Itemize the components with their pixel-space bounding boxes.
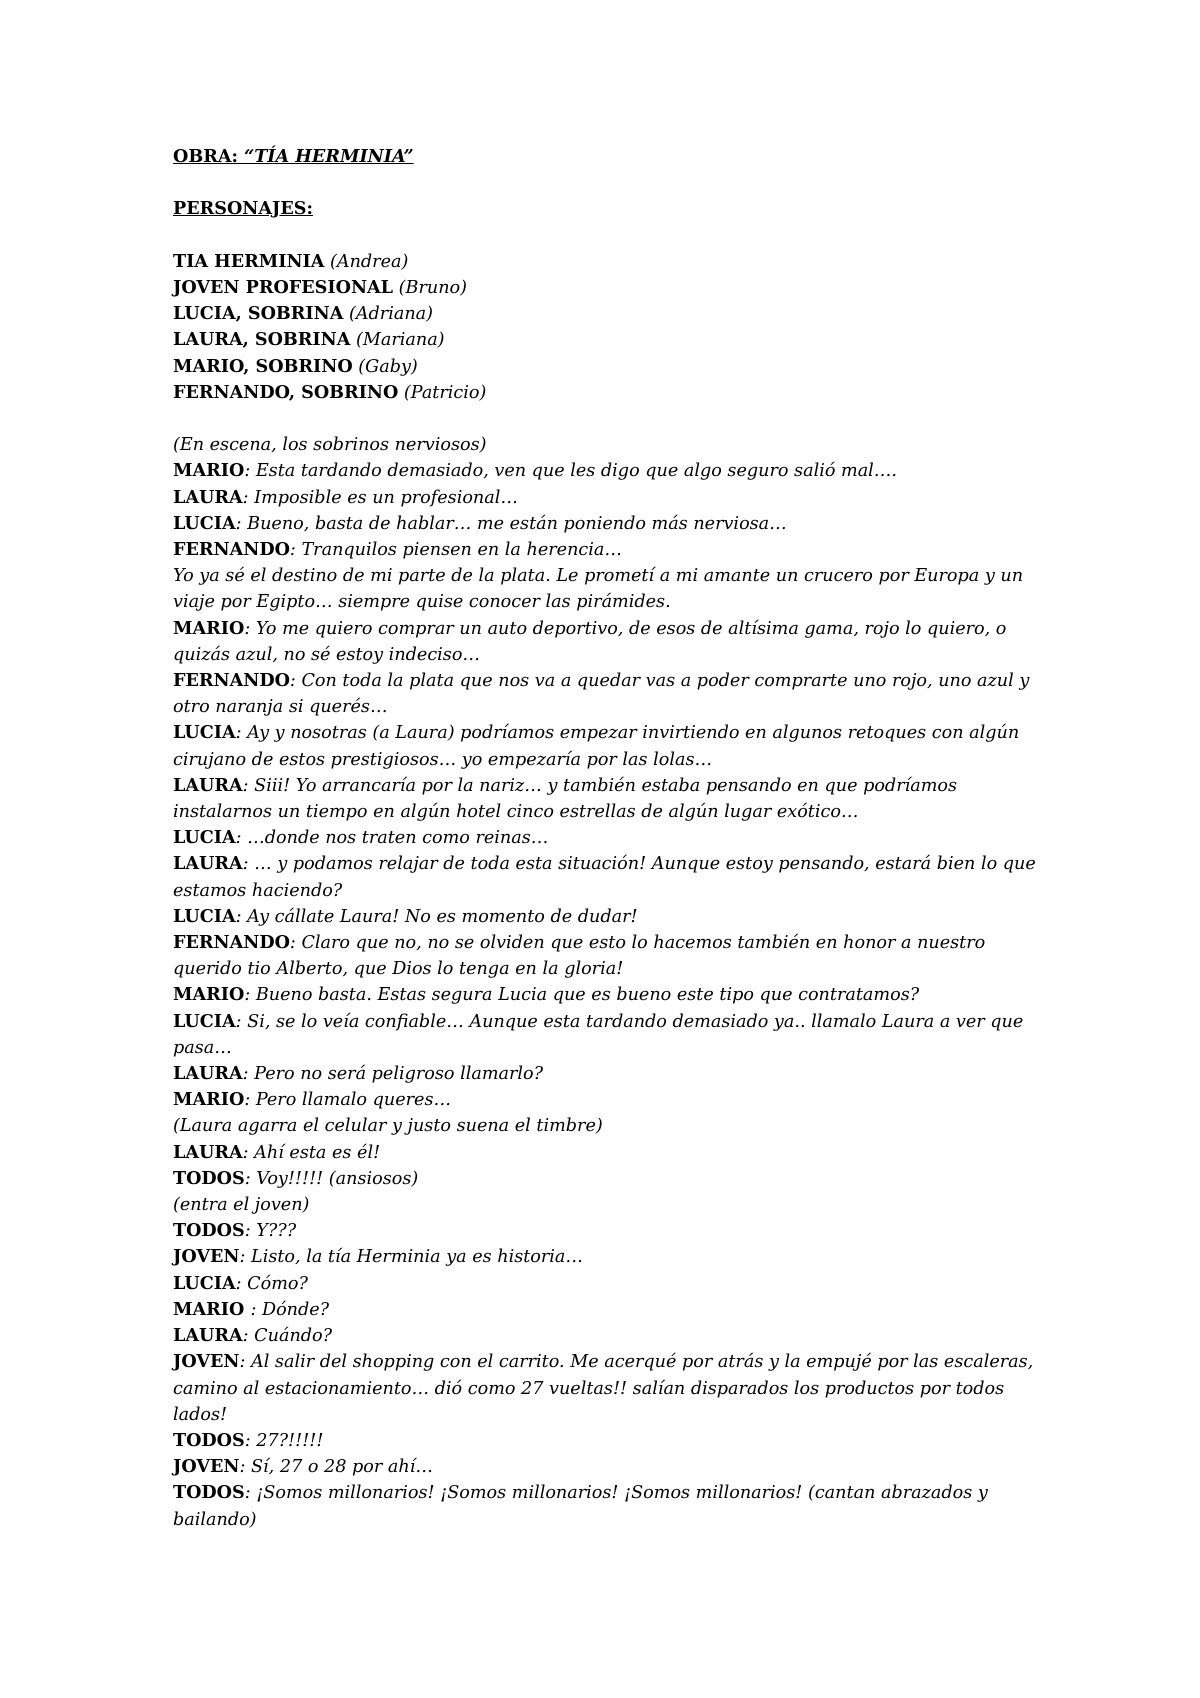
spacer (173, 170, 1053, 196)
characters-heading: PERSONAJES: (173, 198, 313, 220)
character-actor: (Mariana) (350, 330, 445, 351)
stage-direction (173, 1113, 1053, 1139)
dialogue-line (173, 982, 1053, 1008)
spacer (173, 406, 1053, 432)
character-actor: (Gaby) (352, 356, 418, 377)
speech-text: : Pero llamalo queres… (244, 1090, 452, 1111)
speaker-name: FERNANDO (173, 932, 290, 954)
dialogue-line (173, 1166, 1053, 1192)
speaker-name: LUCIA (173, 905, 236, 927)
stage-direction (173, 432, 1053, 458)
title-prefix: OBRA: (173, 146, 245, 167)
speaker-name: JOVEN (173, 1351, 240, 1373)
spacer (173, 223, 1053, 249)
direction-text: Yo ya sé el destino de mi parte de la plata. Le prometí a mi amante un crucero por Europa y un viaje por Egipto… siempre quise conocer las pirámides. (173, 566, 1024, 613)
speaker-name: MARIO (173, 1089, 245, 1111)
speech-text: : Bueno, basta de hablar… me están poniendo más nerviosa… (235, 513, 787, 534)
speech-text: : 27?!!!!! (244, 1430, 324, 1451)
speech-text: : Claro que no, no se olviden que esto lo hacemos también en honor a nuestro querido tio Alberto, que Dios lo tenga en la gloria! (173, 933, 986, 980)
speech-text: : …donde nos traten como reinas… (235, 828, 549, 849)
play-title (173, 144, 1053, 170)
dialogue-line (173, 930, 1053, 982)
script-body (173, 144, 1053, 1533)
dialogue-line (173, 773, 1053, 825)
character-actor: (Adriana) (343, 304, 434, 325)
character-entry (173, 301, 1053, 327)
speech-text: : Bueno basta. Estas segura Lucia que es bueno este tipo que contratamos? (244, 985, 920, 1006)
stage-direction (173, 563, 1053, 615)
speaker-name: LUCIA (173, 827, 236, 849)
dialogue-line (173, 616, 1053, 668)
speaker-name: LAURA (173, 853, 243, 875)
direction-text: (En escena, los sobrinos nerviosos) (173, 435, 487, 456)
character-role: JOVEN PROFESIONAL (173, 276, 394, 298)
speaker-name: LAURA (173, 774, 243, 796)
speech-text: : Imposible es un profesional… (242, 487, 518, 508)
dialogue-line (173, 1061, 1053, 1087)
speaker-name: LUCIA (173, 1010, 236, 1032)
character-list (173, 249, 1053, 406)
speech-text: : Yo me quiero comprar un auto deportivo, de esos de altísima gama, rojo lo quiero, o quizás azul, no sé estoy indeciso… (173, 618, 1007, 665)
character-entry (173, 275, 1053, 301)
dialogue-line (173, 1009, 1053, 1061)
title-name: “TÍA HERMINIA” (244, 146, 414, 167)
speaker-name: LAURA (173, 1063, 243, 1085)
dialogue-line (173, 1323, 1053, 1349)
dialogue-line (173, 1244, 1053, 1270)
speaker-name: TODOS (173, 1429, 245, 1451)
speech-text: : Cómo? (235, 1273, 308, 1294)
speaker-name: LAURA (173, 1141, 243, 1163)
dialogue-line (173, 1297, 1053, 1323)
speaker-name: LUCIA (173, 1272, 236, 1294)
speaker-name: MARIO (173, 1298, 251, 1320)
dialogue-line (173, 668, 1053, 720)
speaker-name: TODOS (173, 1220, 245, 1242)
speech-text: : Voy!!!!! (ansiosos) (244, 1168, 419, 1189)
character-actor: (Patricio) (398, 382, 487, 403)
speaker-name: JOVEN (173, 1246, 240, 1268)
dialogue-line (173, 1087, 1053, 1113)
speaker-name: MARIO (173, 617, 245, 639)
character-role: TIA HERMINIA (173, 250, 325, 272)
speech-text: : Dónde? (250, 1299, 330, 1320)
speaker-name: FERNANDO (173, 670, 290, 692)
speech-text: : Si, se lo veía confiable… Aunque esta tardando demasiado ya.. llamalo Laura a ver que pasa… (173, 1011, 1024, 1058)
speech-text: : Pero no será peligroso llamarlo? (242, 1064, 544, 1085)
character-actor: (Bruno) (393, 277, 467, 298)
character-entry (173, 354, 1053, 380)
speech-text: : Ay cállate Laura! No es momento de dudar! (235, 906, 638, 927)
speech-text: : Sí, 27 o 28 por ahí… (239, 1457, 433, 1478)
speech-text: : Esta tardando demasiado, ven que les digo que algo seguro salió mal…. (244, 461, 897, 482)
dialogue (173, 432, 1053, 1533)
character-entry (173, 327, 1053, 353)
dialogue-line (173, 511, 1053, 537)
speech-text: : Cuándo? (242, 1326, 333, 1347)
dialogue-line (173, 485, 1053, 511)
speaker-name: LUCIA (173, 722, 236, 744)
speaker-name: JOVEN (173, 1456, 240, 1478)
dialogue-line (173, 1218, 1053, 1244)
stage-direction (173, 1192, 1053, 1218)
dialogue-line (173, 851, 1053, 903)
character-role: FERNANDO, SOBRINO (173, 381, 399, 403)
speech-text: : Tranquilos piensen en la herencia… (289, 540, 622, 560)
dialogue-line (173, 1349, 1053, 1428)
speech-text: : ¡Somos millonarios! ¡Somos millonarios! ¡Somos millonarios! (cantan abrazados y bailando) (173, 1483, 988, 1530)
dialogue-line (173, 825, 1053, 851)
speaker-name: FERNANDO (173, 539, 290, 560)
speech-text: : Siii! Yo arrancaría por la nariz… y también estaba pensando en que podríamos instalarnos un tiempo en algún hotel cinco estrellas de algún lugar exótico… (173, 775, 958, 823)
speech-text: : Ahí esta es él! (242, 1142, 381, 1163)
dialogue-line (173, 1480, 1053, 1532)
character-actor: (Andrea) (324, 251, 409, 272)
character-entry (173, 249, 1053, 275)
speaker-name: LAURA (173, 1325, 243, 1347)
character-role: MARIO, SOBRINO (173, 355, 353, 377)
character-entry (173, 380, 1053, 406)
speech-text: : Ay y nosotras (a Laura) podríamos empezar invirtiendo en algunos retoques con algún cirujano de estos prestigiosos… yo empezaría por las lolas… (173, 723, 1020, 770)
speaker-name: LUCIA (173, 512, 236, 534)
character-role: LUCIA, SOBRINA (173, 303, 344, 325)
dialogue-line (173, 1140, 1053, 1166)
direction-text: (entra el joven) (173, 1195, 310, 1216)
speaker-name: LAURA (173, 486, 243, 508)
speaker-name: TODOS (173, 1482, 245, 1504)
character-role: LAURA, SOBRINA (173, 329, 351, 351)
speaker-name: TODOS (173, 1167, 245, 1189)
dialogue-line (173, 1271, 1053, 1297)
speech-text: : Y??? (244, 1221, 297, 1242)
speaker-name: MARIO (173, 460, 245, 482)
dialogue-line (173, 904, 1053, 930)
dialogue-line (173, 720, 1053, 772)
speech-text: : … y podamos relajar de toda esta situación! Aunque estoy pensando, estará bien lo que estamos haciendo? (173, 854, 1036, 901)
dialogue-line (173, 1428, 1053, 1454)
speech-text: : Listo, la tía Herminia ya es historia… (239, 1247, 584, 1268)
dialogue-line (173, 537, 1053, 563)
dialogue-line (173, 458, 1053, 484)
direction-text: (Laura agarra el celular y justo suena el timbre) (173, 1116, 603, 1137)
speech-text: : Con toda la plata que nos va a quedar vas a poder comprarte uno rojo, uno azul y otro naranja si querés… (173, 671, 1030, 718)
speaker-name: MARIO (173, 984, 245, 1006)
speech-text: : Al salir del shopping con el carrito. Me acerqué por atrás y la empujé por las escaleras, camino al estacionamiento… dió como 27 vueltas!! salían disparados los productos por todos lados! (173, 1352, 1034, 1425)
dialogue-line (173, 1454, 1053, 1480)
